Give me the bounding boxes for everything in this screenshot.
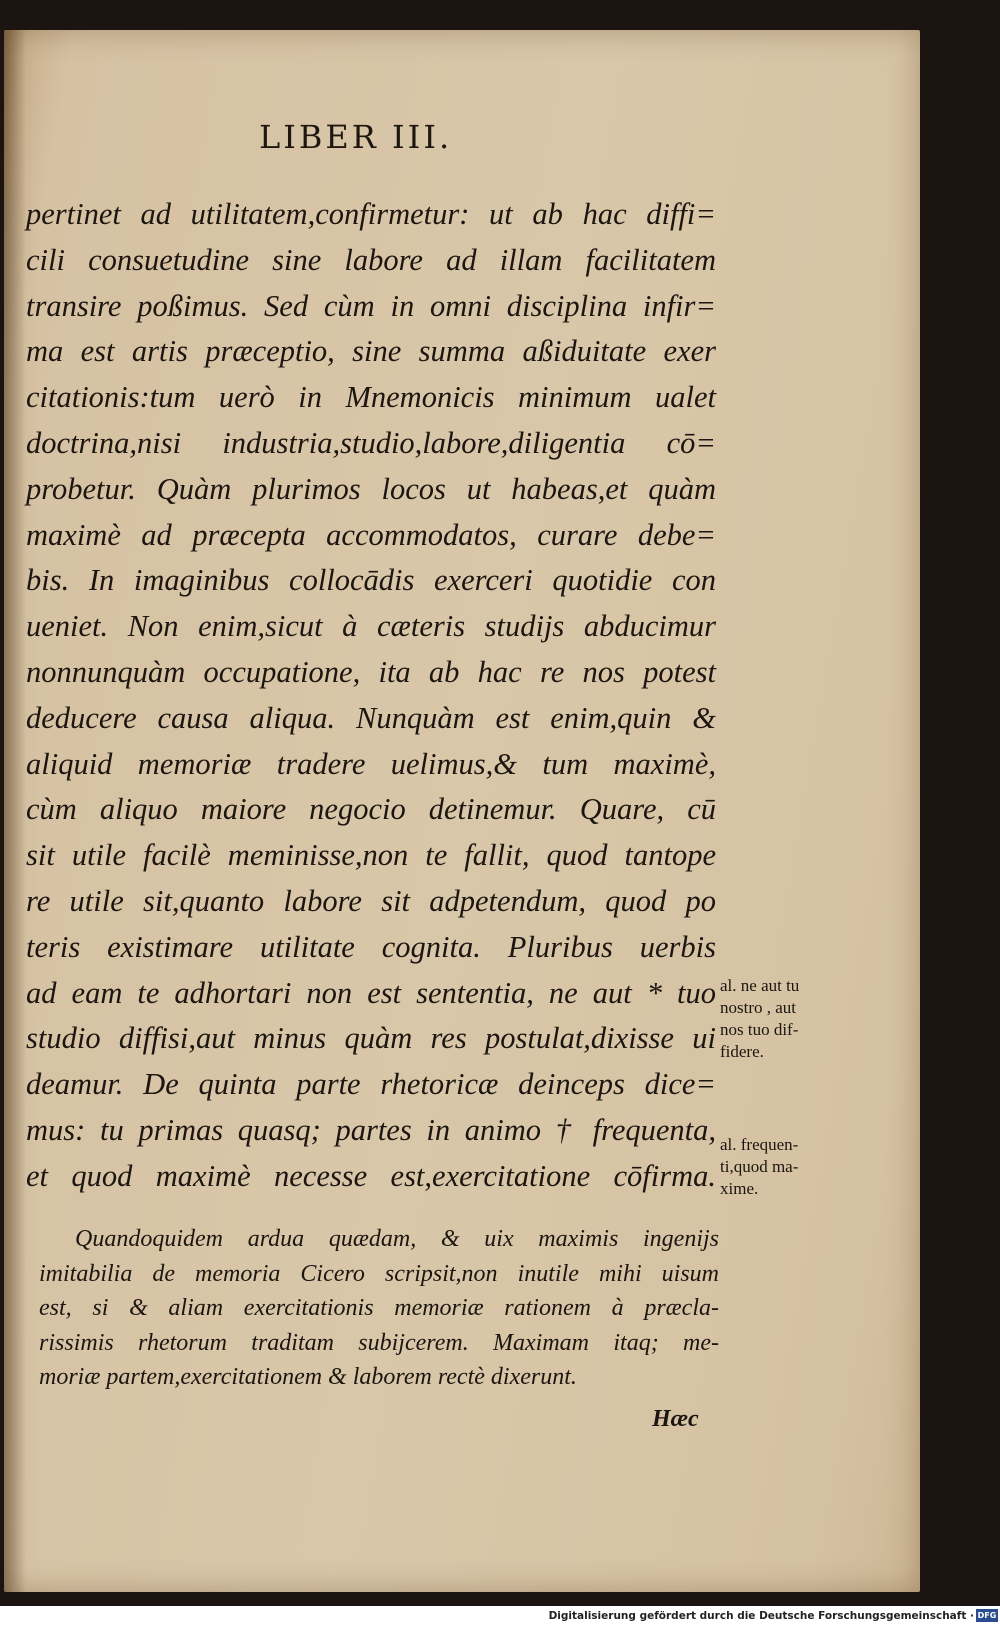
digitization-credit: Digitalisierung gefördert durch die Deutsche Forschungsgemeinschaft ·: [548, 1610, 974, 1622]
marginal-note-line: al. frequen-: [720, 1135, 799, 1154]
marginal-note-line: al. ne aut tu: [720, 976, 800, 995]
marginal-note-line: nos tuo dif-: [720, 1020, 799, 1039]
text-line: maximè ad præcepta accommodatos, curare debe=: [26, 517, 716, 552]
marginal-note-line: nostro , aut: [720, 998, 797, 1017]
text-line: citationis:tum uerò in Mnemonicis minimum ualet: [26, 380, 716, 415]
marginal-note: [720, 975, 850, 1063]
text-line: teris existimare utilitate cognita. Pluribus uerbis: [26, 929, 716, 964]
text-line: cili consuetudine sine labore ad illam facilitatem: [26, 242, 716, 277]
text-line: re utile sit,quanto labore sit adpetendum, quod po: [26, 883, 716, 918]
main-text-block: [26, 192, 716, 1200]
text-line: cùm aliquo maiore negocio detinemur. Quare, cū: [26, 792, 716, 827]
text-line: ueniet. Non enim,sicut à cæteris studijs abducimur: [26, 609, 716, 644]
text-line: probetur. Quàm plurimos locos ut habeas,et quàm: [26, 471, 716, 506]
commentary-line: rissimis rhetorum traditam subijcerem. Maximam itaq; me-: [39, 1329, 719, 1356]
running-head: LIBER III.: [259, 118, 453, 156]
catchword: Hæc: [652, 1406, 699, 1432]
text-line: aliquid memoriæ tradere uelimus,& tum maximè,: [26, 746, 716, 781]
dfg-logo: DFG: [977, 1611, 997, 1620]
marginal-note: [720, 1134, 850, 1200]
commentary-line: moriæ partem,exercitationem & laborem rectè dixerunt.: [39, 1364, 577, 1390]
text-line: sit utile facilè meminisse,non te fallit, quod tantope: [26, 838, 716, 873]
text-line: nonnunquàm occupatione, ita ab hac re nos potest: [26, 654, 716, 689]
commentary-paragraph: [39, 1222, 719, 1395]
text-line: ma est artis præceptio, sine summa aßiduitate exer: [26, 334, 716, 369]
text-line: studio diffisi,aut minus quàm res postulat,dixisse ui: [26, 1021, 716, 1056]
commentary-line: est, si & aliam exercitationis memoriæ rationem à præcla-: [39, 1295, 719, 1321]
marginal-note-line: ti,quod ma-: [720, 1157, 799, 1176]
book-page: [4, 30, 920, 1592]
text-line: deamur. De quinta parte rhetoricæ deinceps dice=: [26, 1067, 716, 1102]
commentary-line: imitabilia de memoria Cicero scripsit,non inutile mihi uisum: [39, 1260, 719, 1287]
marginal-note-line: xime.: [720, 1179, 759, 1198]
text-line: bis. In imaginibus collocādis exerceri quotidie con: [26, 563, 716, 598]
commentary-line: Quandoquidem ardua quædam, & uix maximis ingenijs: [75, 1226, 719, 1252]
text-line: pertinet ad utilitatem,confirmetur: ut ab hac diffi=: [26, 197, 716, 231]
text-line: deducere causa aliqua. Nunquàm est enim,quin &: [26, 700, 716, 735]
text-line: doctrina,nisi industria,studio,labore,diligentia cō=: [26, 425, 716, 460]
text-line: et quod maximè necesse est,exercitatione cōfirma.: [26, 1158, 716, 1193]
text-line: ad eam te adhortari non est sententia, ne aut * tuo: [26, 975, 716, 1010]
text-line: transire poßimus. Sed cùm in omni disciplina infir=: [26, 288, 716, 323]
text-line: mus: tu primas quasq; partes in animo † frequenta,: [26, 1112, 716, 1147]
marginal-note-line: fidere.: [720, 1042, 764, 1061]
